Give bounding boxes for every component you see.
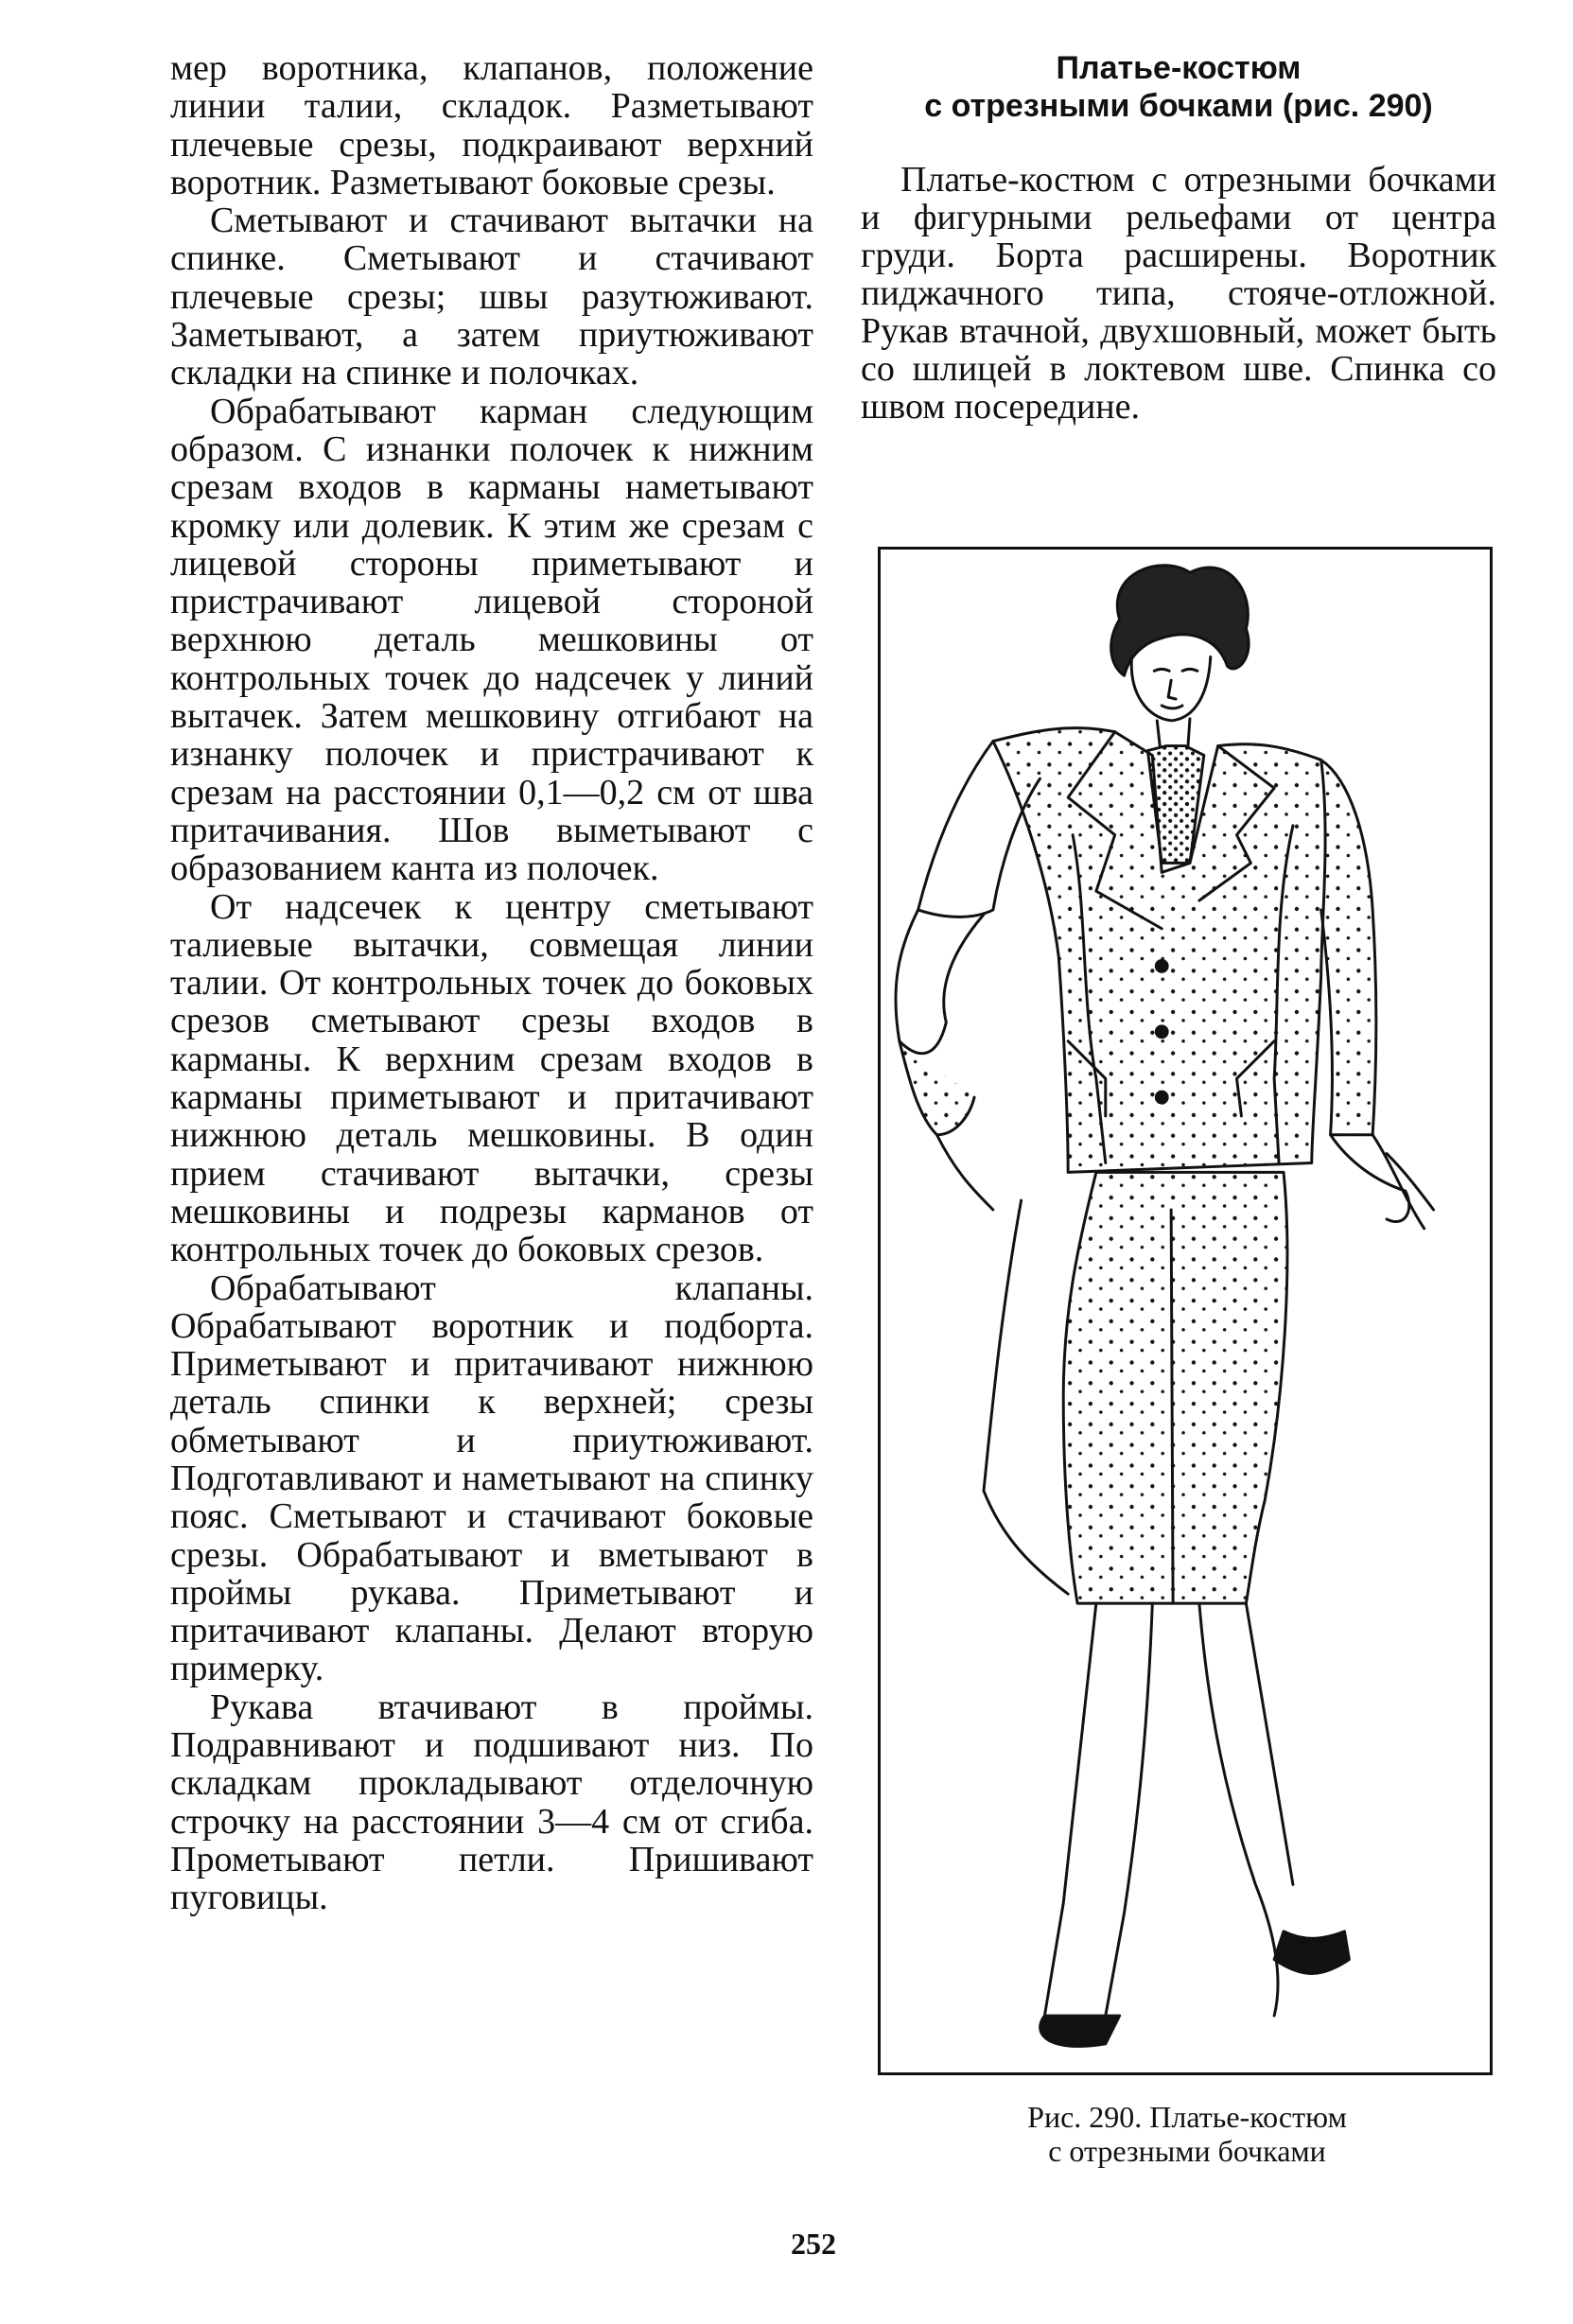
- left-text-column: [170, 49, 813, 1917]
- heading-line-1: Платье-костюм: [1056, 50, 1302, 86]
- fashion-illustration-icon: [881, 550, 1490, 2072]
- paragraph-6: Рукава втачивают в проймы. Подравнивают и подшивают низ. По складкам прокладывают отделочную строчку на расстоянии 3—4 см от сгиба. Прометывают петли. Пришивают пуговицы.: [170, 1686, 813, 1918]
- paragraph-3: Обрабатывают карман следующим образом. С изнанки полочек к нижним срезам входов в карманы наметывают кромку или долевик. К этим же срезам с лицевой стороны приметывают и пристрачивают лицевой стороной верхнюю деталь мешковины от контрольных точек до надсечек у линий вытачек. Затем мешковину отгибают на изнанку полочек и пристрачивают к срезам на расстоянии 0,1—0,2 см от шва притачивания. Шов выметывают с образованием канта из полочек.: [170, 391, 813, 889]
- paragraph-4: От надсечек к центру сметывают талиевые вытачки, совмещая линии талии. От контрольных точек до боковых срезов сметывают срезы входов в карманы. К верхним срезам входов в карманы приметывают и притачивают нижнюю деталь мешковины. В один прием стачивают вытачки, срезы мешковины и подрезы карманов от контрольных точек до боковых срезов.: [170, 886, 813, 1270]
- paragraph-5: Обрабатывают клапаны. Обрабатывают воротник и подборта. Приметывают и притачивают нижнюю деталь спинки к верхней; срезы обметывают и приутюживают. Подготавливают и наметывают на спинку пояс. Сметывают и стачивают боковые срезы. Обрабатывают и вметывают в проймы рукава. Приметывают и притачивают клапаны. Делают вторую примерку.: [170, 1267, 813, 1689]
- caption-line-2: с отрезными бочками: [1048, 2134, 1326, 2168]
- section-intro: Платье-костюм с отрезными бочками и фигурными рельефами от центра груди. Борта расширены. Воротник пиджачного типа, стояче-отложной. Рукав втачной, двухшовный, может быть со шлицей в локтевом шве. Спинка со швом посередине.: [861, 160, 1496, 427]
- page-number: 252: [791, 2227, 836, 2261]
- paragraph-2: Сметывают и стачивают вытачки на спинке. Сметывают и стачивают плечевые срезы; швы разутюживают. Заметывают, а затем приутюживают складки на спинке и полочках.: [170, 201, 813, 393]
- paragraph-1: мер воротника, клапанов, положение линии талии, складок. Разметывают плечевые срезы, подкраивают верхний воротник. Разметывают боковые срезы.: [170, 48, 813, 202]
- figure-caption: [880, 2100, 1494, 2168]
- figure-frame: [878, 547, 1493, 2075]
- caption-line-1: Рис. 290. Платье-костюм: [1027, 2100, 1347, 2134]
- section-heading: [861, 49, 1496, 125]
- right-text-column: [861, 49, 1496, 426]
- heading-line-2: с отрезными бочками (рис. 290): [924, 88, 1433, 124]
